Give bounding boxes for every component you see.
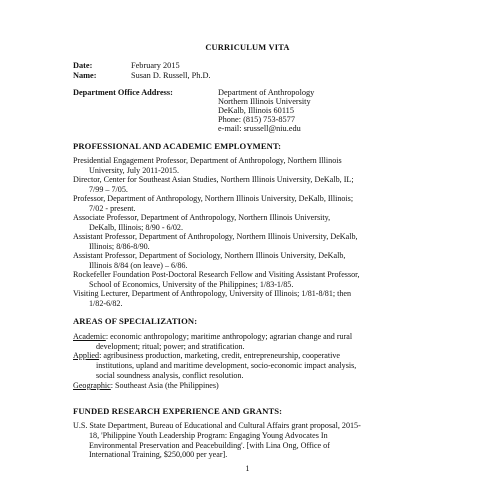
- document-title: CURRICULUM VITA: [205, 43, 290, 52]
- entry-line: International Training, $250,000 per year].: [89, 450, 228, 460]
- employment-entry: [73, 175, 428, 195]
- entry-line: U.S. State Department, Bureau of Educational and Cultural Affairs grant proposal, 2015-: [73, 421, 361, 430]
- applied-text-cont: social soundness analysis, conflict resolution.: [96, 370, 244, 380]
- academic-text-cont: development; ritual; power; and stratification.: [96, 341, 245, 351]
- address-phone: Phone: (815) 753-8577: [218, 115, 295, 124]
- entry-line: Professor, Department of Anthropology, Northern Illinois University, DeKalb, Illinois;: [73, 194, 354, 203]
- employment-entry: [73, 156, 428, 176]
- entry-line: Visiting Lecturer, Department of Anthropology, University of Illinois; 1/81-8/81; then: [73, 289, 352, 298]
- specialization-applied: [73, 351, 356, 380]
- academic-label: Academic: [73, 332, 106, 341]
- employment-entry: [73, 232, 428, 252]
- specialization-geographic: [73, 381, 219, 391]
- address-line: DeKalb, Illinois 60115: [218, 106, 294, 115]
- address-email: e-mail: srussell@niu.edu: [218, 124, 301, 133]
- applied-text-cont: institutions, upland and maritime development, socio-economic impact analysis,: [96, 360, 357, 370]
- specialization-academic: [73, 332, 352, 352]
- academic-text: : economic anthropology; maritime anthropology; agrarian change and rural: [105, 332, 353, 341]
- entry-line: 7/99 – 7/05.: [89, 184, 128, 194]
- geographic-label: Geographic: [73, 381, 111, 390]
- address-line: Northern Illinois University: [218, 97, 311, 106]
- funded-entry: [73, 421, 428, 460]
- page-number: 1: [245, 464, 250, 473]
- entry-line: Rockefeller Foundation Post-Doctoral Research Fellow and Visiting Assistant Professor,: [73, 270, 360, 279]
- entry-line: DeKalb, Illinois; 8/90 - 6/02.: [89, 222, 183, 232]
- entry-line: 1/82-6/82.: [89, 298, 123, 308]
- funded-heading: FUNDED RESEARCH EXPERIENCE AND GRANTS:: [73, 406, 283, 416]
- specialization-heading: AREAS OF SPECIALIZATION:: [73, 316, 198, 326]
- entry-line: Environmental Preservation and Peacebuilding'. [with Lina Ong, Office of: [89, 440, 330, 450]
- entry-line: Director, Center for Southeast Asian Studies, Northern Illinois University, DeKalb, IL;: [73, 175, 354, 184]
- office-address-label: Department Office Address:: [73, 88, 173, 97]
- entry-line: School of Economics, University of the Philippines; 1/83-1/85.: [89, 279, 294, 289]
- employment-entry: [73, 270, 428, 290]
- name-label: Name:: [73, 71, 97, 80]
- entry-line: 7/02 - present.: [89, 203, 136, 213]
- entry-line: Assistant Professor, Department of Anthropology, Northern Illinois University, DeKalb,: [73, 232, 358, 241]
- date-label: Date:: [73, 61, 93, 70]
- employment-heading: PROFESSIONAL AND ACADEMIC EMPLOYMENT:: [73, 141, 282, 151]
- employment-entry: [73, 289, 428, 309]
- entry-line: Presidential Engagement Professor, Department of Anthropology, Northern Illinois: [73, 156, 342, 165]
- entry-line: University, July 2011-2015.: [89, 165, 179, 175]
- address-line: Department of Anthropology: [218, 88, 315, 97]
- applied-text: : agribusiness production, marketing, credit, entrepreneurship, cooperative: [99, 351, 341, 360]
- employment-entry: [73, 194, 428, 214]
- entry-line: 18, 'Philippine Youth Leadership Program: Engaging Young Advocates In: [89, 430, 328, 440]
- entry-line: Assistant Professor, Department of Sociology, Northern Illinois University, DeKalb,: [73, 251, 346, 260]
- geographic-text: : Southeast Asia (the Philippines): [110, 381, 219, 390]
- entry-line: Illinois; 8/86-8/90.: [89, 241, 150, 251]
- applied-label: Applied: [73, 351, 100, 360]
- entry-line: Illinois 8/84 (on leave) – 6/86.: [89, 260, 188, 270]
- date-value: February 2015: [131, 61, 180, 70]
- employment-entry: [73, 213, 428, 233]
- name-value: Susan D. Russell, Ph.D.: [131, 71, 211, 80]
- entry-line: Associate Professor, Department of Anthropology, Northern Illinois University,: [73, 213, 331, 222]
- employment-entry: [73, 251, 428, 271]
